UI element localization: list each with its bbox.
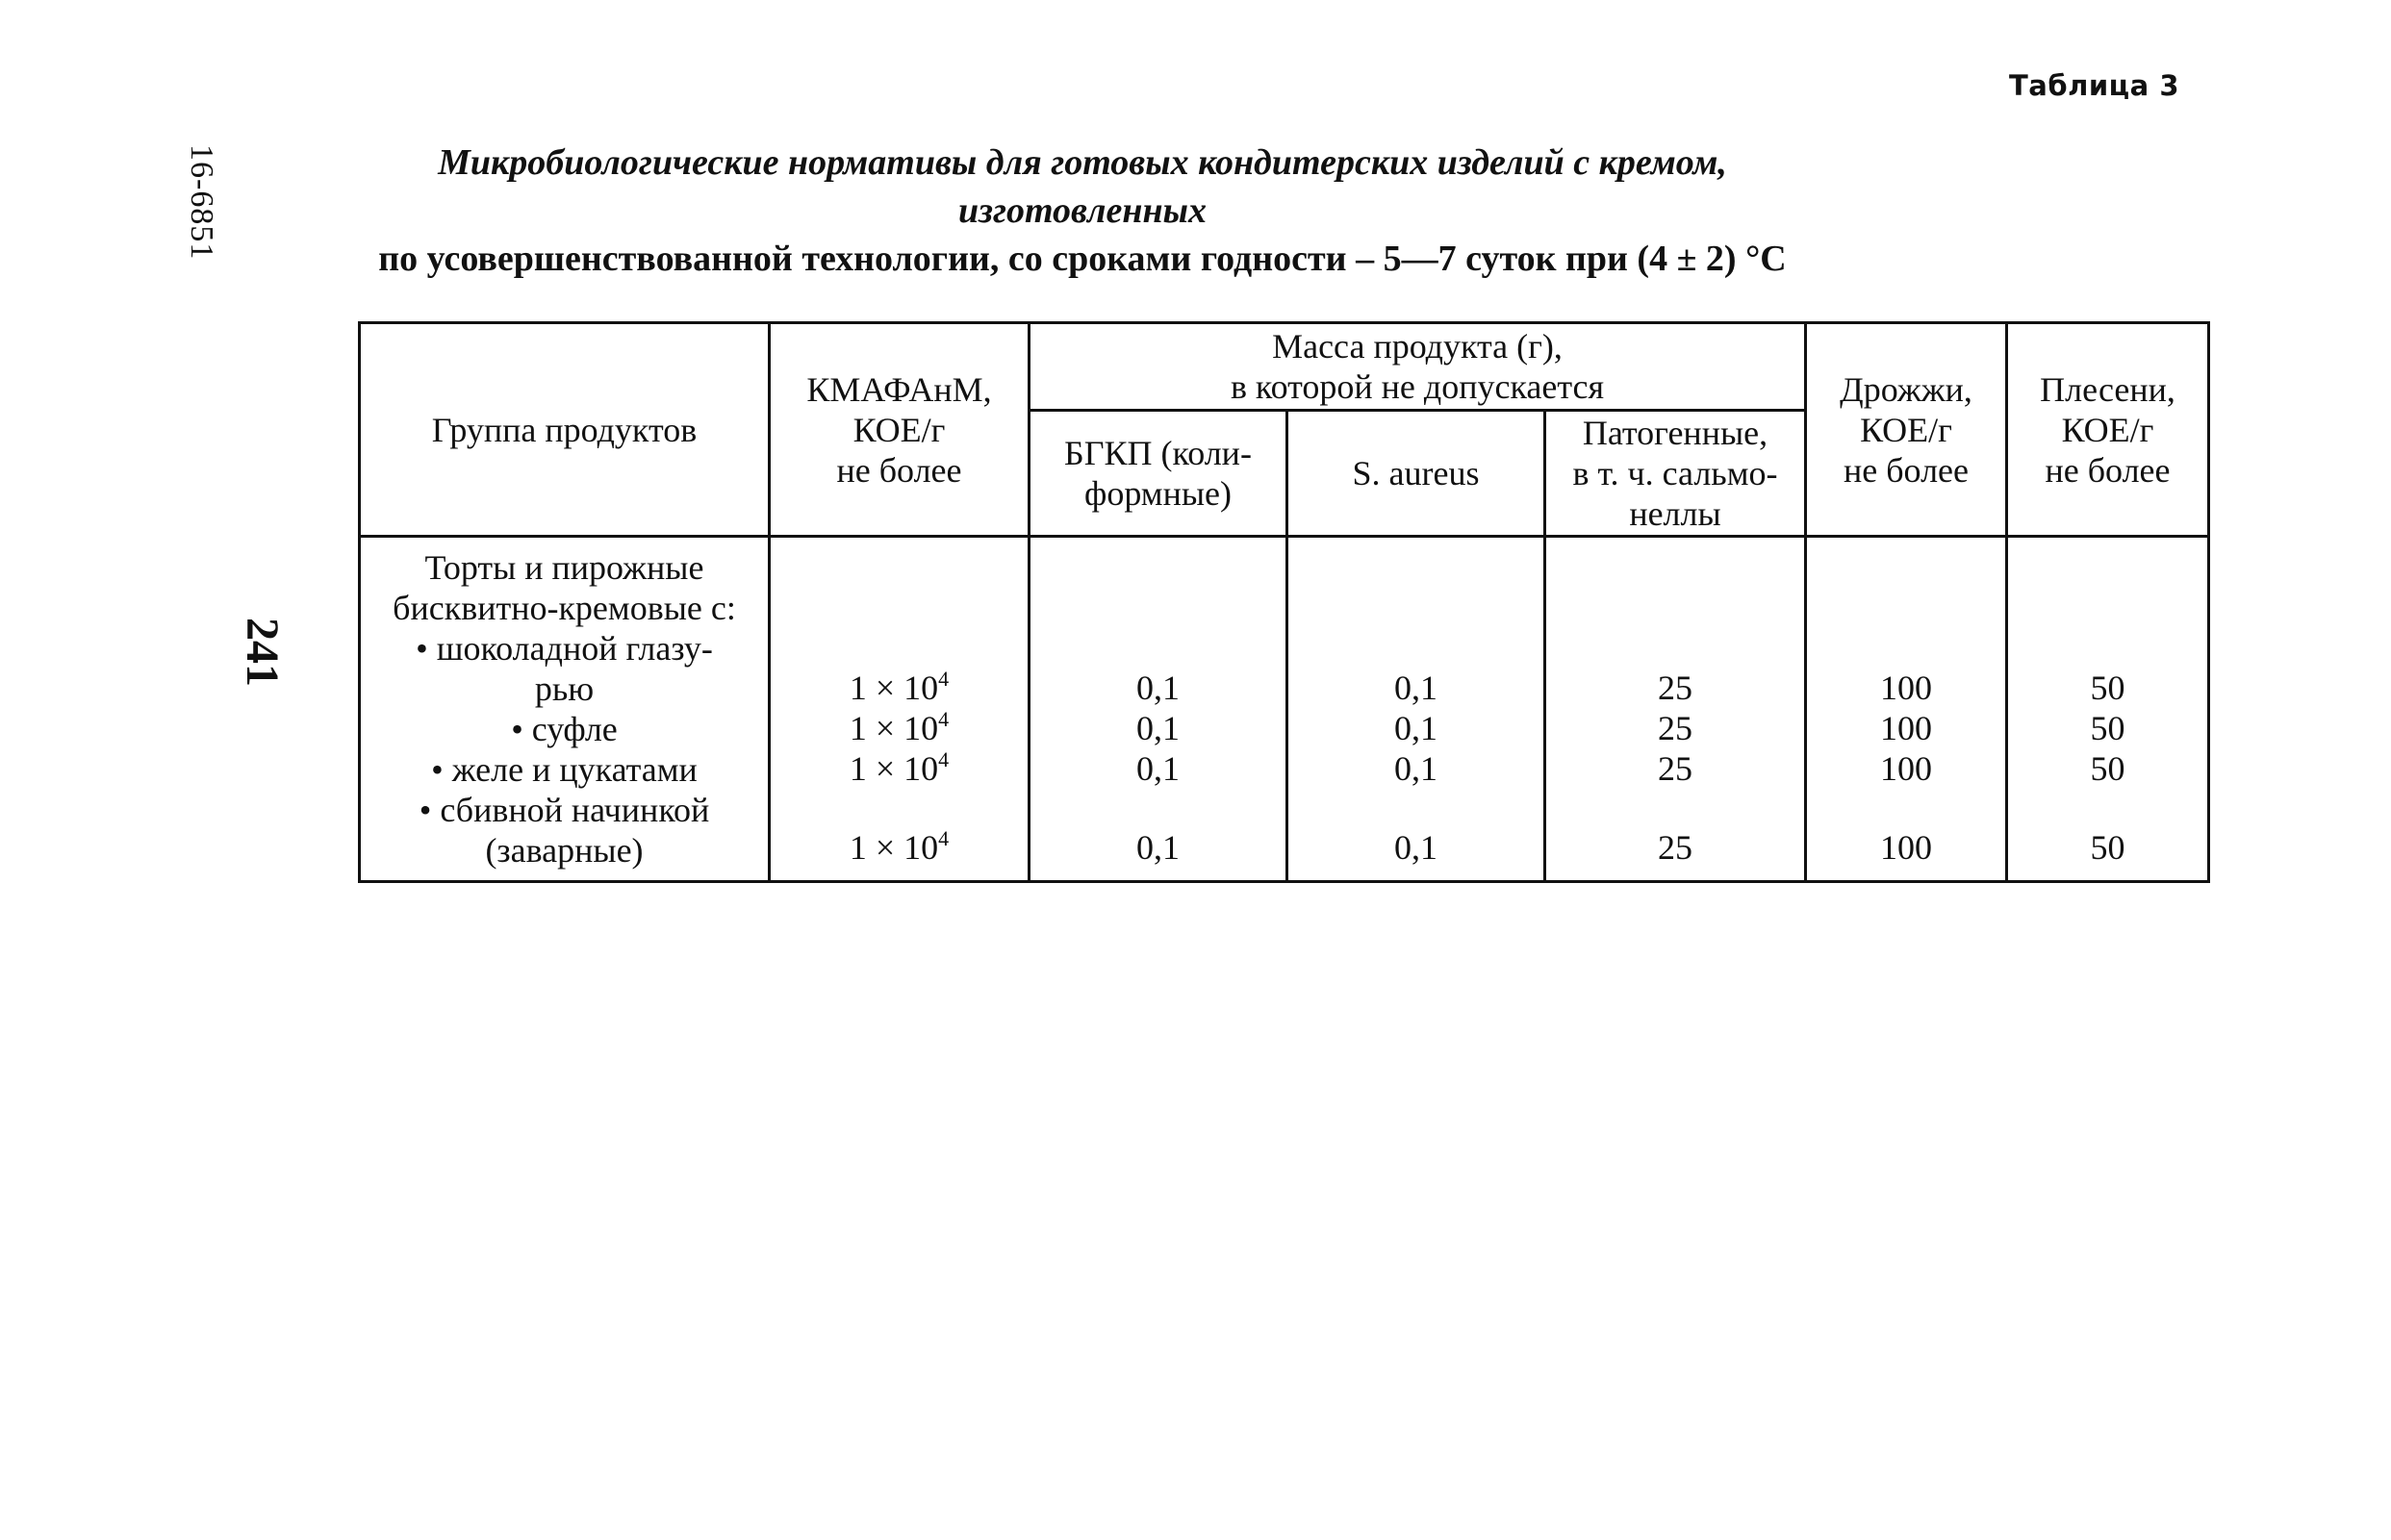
header-s-aureus: S. aureus <box>1287 411 1545 537</box>
product-group-line: бисквитно-кремовые с: <box>393 589 736 627</box>
pathogens-value: 25 <box>1658 669 1692 707</box>
header-mass-line: Масса продукта (г), <box>1272 327 1563 366</box>
pathogens-value: 25 <box>1658 828 1692 867</box>
table-header-row <box>360 323 2209 411</box>
yeast-value: 100 <box>1880 828 1932 867</box>
product-group-line: • желе и цукатами <box>431 750 698 789</box>
yeast-values-cell <box>1806 537 2007 882</box>
header-yeast-line: Дрожжи, <box>1840 369 1972 409</box>
header-bgkp <box>1030 411 1287 537</box>
header-product-group: Группа продуктов <box>360 323 770 537</box>
table-title-line-2: по усовершенствованной технологии, со сроками годности – 5—7 суток при (4 ± 2) °С <box>378 239 1787 279</box>
s-aureus-value: 0,1 <box>1394 749 1437 788</box>
bgkp-value: 0,1 <box>1136 749 1180 788</box>
s-aureus-values-cell <box>1287 537 1545 882</box>
pathogens-value: 25 <box>1658 709 1692 747</box>
kmafanm-value: $1 \times 10^4$ <box>849 707 950 747</box>
table-title-line-1: Микробиологические нормативы для готовых кондитерских изделий с кремом, изготовленных <box>438 142 1727 231</box>
s-aureus-value: 0,1 <box>1394 828 1437 867</box>
bgkp-value: 0,1 <box>1136 669 1180 707</box>
yeast-value: 100 <box>1880 709 1932 747</box>
mold-value: 50 <box>2090 669 2125 707</box>
header-mold-line: КОЕ/г <box>2061 410 2154 449</box>
product-group-line: рью <box>534 669 595 708</box>
document-code: 16-6851 <box>184 144 219 261</box>
header-mold-line: Плесени, <box>2040 369 2175 409</box>
table-title <box>366 139 1799 283</box>
product-group-cell <box>360 537 770 882</box>
mold-value: 50 <box>2090 709 2125 747</box>
kmafanm-values-cell <box>770 537 1030 882</box>
header-mold <box>2007 323 2209 537</box>
header-pathogens <box>1545 411 1806 537</box>
header-kmafanm-line: КМАФАнМ, <box>806 369 992 409</box>
bgkp-value: 0,1 <box>1136 828 1180 867</box>
header-pathogens-line: Патогенные, <box>1582 414 1768 452</box>
kmafanm-value: $1 \times 10^4$ <box>849 667 950 707</box>
kmafanm-value: $1 \times 10^4$ <box>849 747 950 788</box>
header-kmafanm <box>770 323 1030 537</box>
product-group-line: • шоколадной глазу- <box>416 629 713 668</box>
product-group-line: • суфле <box>511 710 618 748</box>
header-bgkp-line: БГКП (коли- <box>1064 434 1252 472</box>
microbiology-norms-table <box>358 321 2210 883</box>
s-aureus-value: 0,1 <box>1394 709 1437 747</box>
header-mold-line: не более <box>2045 450 2171 490</box>
header-bgkp-line: формные) <box>1084 474 1232 513</box>
page-number: 241 <box>237 618 288 687</box>
table-number-label: Таблица 3 <box>2009 69 2179 102</box>
pathogens-values-cell <box>1545 537 1806 882</box>
header-kmafanm-line: КОЕ/г <box>852 410 946 449</box>
header-yeast <box>1806 323 2007 537</box>
product-group-line: (заварные) <box>485 831 644 870</box>
header-mass-line: в которой не допускается <box>1230 367 1605 406</box>
header-yeast-line: не более <box>1843 450 1969 490</box>
s-aureus-value: 0,1 <box>1394 669 1437 707</box>
header-mass-group <box>1030 323 1806 411</box>
bgkp-values-cell <box>1030 537 1287 882</box>
product-group-line: • сбивной начинкой <box>419 791 710 829</box>
header-kmafanm-line: не более <box>836 450 962 490</box>
product-group-line: Торты и пирожные <box>424 548 704 587</box>
mold-values-cell <box>2007 537 2209 882</box>
kmafanm-value: $1 \times 10^4$ <box>849 826 950 867</box>
pathogens-value: 25 <box>1658 749 1692 788</box>
table-body-row <box>360 537 2209 882</box>
header-pathogens-line: неллы <box>1629 494 1721 533</box>
mold-value: 50 <box>2090 749 2125 788</box>
bgkp-value: 0,1 <box>1136 709 1180 747</box>
yeast-value: 100 <box>1880 749 1932 788</box>
header-yeast-line: КОЕ/г <box>1860 410 1952 449</box>
yeast-value: 100 <box>1880 669 1932 707</box>
header-pathogens-line: в т. ч. сальмо- <box>1572 454 1778 492</box>
mold-value: 50 <box>2090 828 2125 867</box>
